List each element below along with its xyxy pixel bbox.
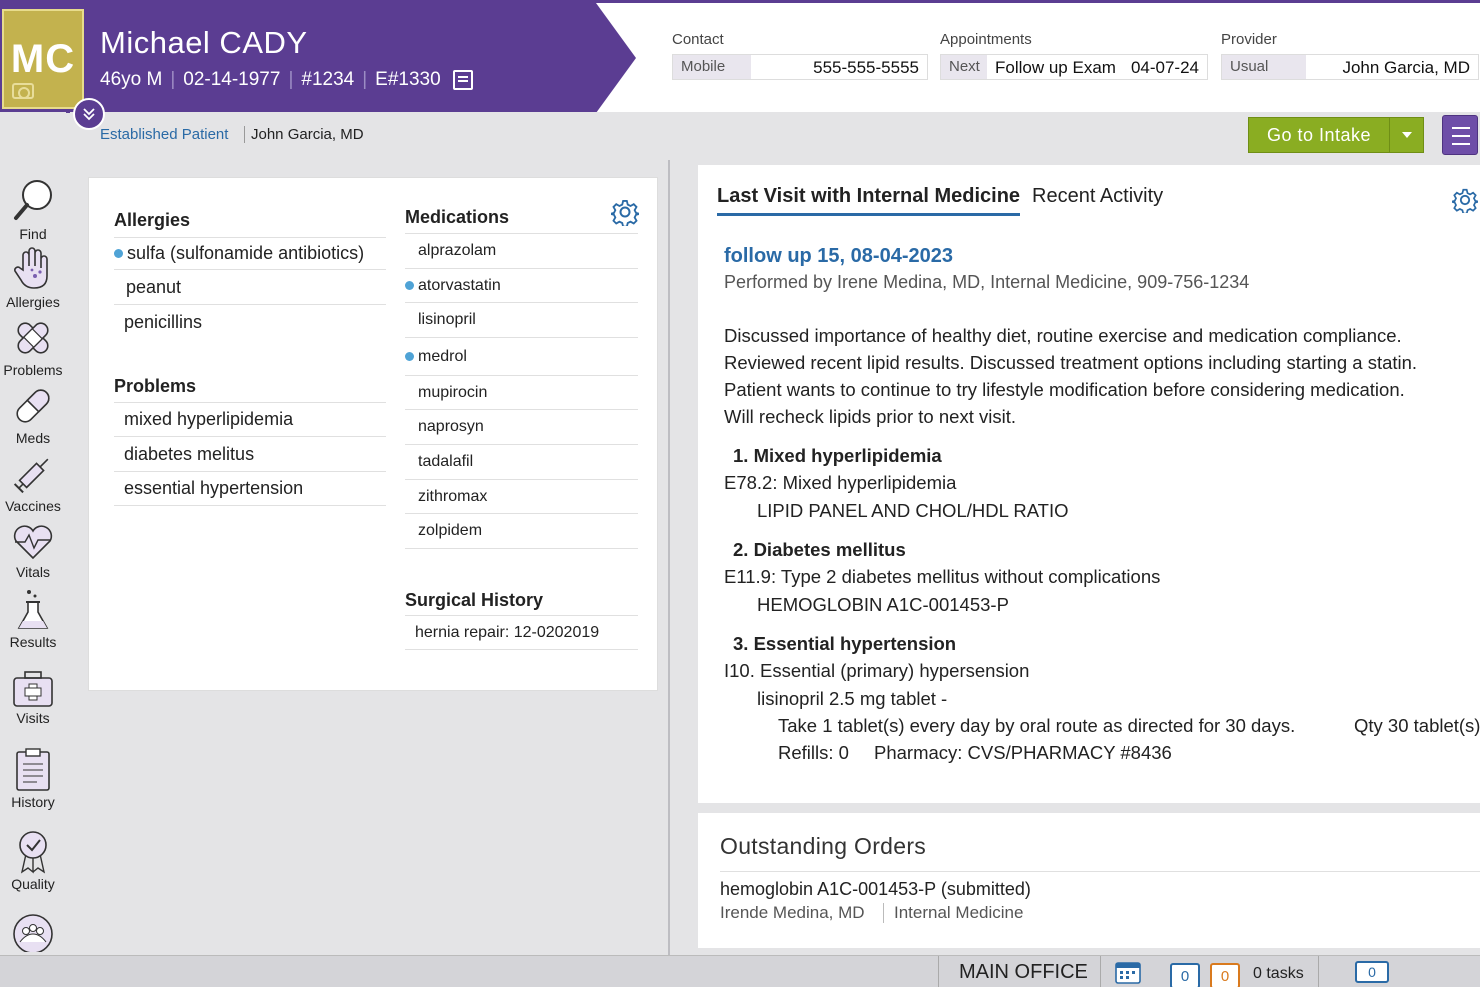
sidebar-item-history[interactable] (0, 748, 66, 810)
medication-name: alprazolam (418, 242, 497, 259)
syringe-icon (11, 452, 55, 496)
summary-card (88, 177, 658, 691)
medication-qty: Qty 30 tablet(s) (1354, 715, 1480, 736)
medication-row[interactable] (405, 375, 638, 409)
ribbon-icon (15, 830, 51, 874)
message-bubble-icon: 0 (1355, 961, 1389, 983)
count-badge-blue[interactable]: 0 (1170, 963, 1200, 987)
tasks-count[interactable]: 0 tasks (1253, 965, 1304, 982)
sidebar-item-results[interactable] (0, 588, 66, 650)
medication-row[interactable] (405, 302, 638, 337)
contact-type: Mobile (673, 55, 751, 79)
patient-encounter-id: E#1330 (375, 69, 441, 90)
sidebar-item-label: Vaccines (5, 498, 61, 514)
intake-dropdown-button[interactable] (1389, 118, 1423, 152)
divider: | (362, 69, 368, 90)
pane-divider[interactable] (668, 160, 670, 955)
hand-icon (13, 246, 53, 292)
sidebar-item-label: Quality (11, 876, 55, 892)
appointment-detail (987, 55, 1207, 79)
menu-line (1452, 135, 1470, 137)
problem-heading: 3. Essential hypertension (733, 633, 957, 654)
order-line: LIPID PANEL AND CHOL/HDL RATIO (757, 500, 1069, 521)
visit-note-line: Discussed importance of healthy diet, routine exercise and medication compliance. (724, 325, 1402, 346)
medication-name: zithromax (418, 487, 488, 505)
allergy-name: penicillins (124, 311, 203, 332)
sidebar-item-label: Vitals (16, 564, 50, 580)
appointment-date: 04-07-24 (1130, 58, 1199, 77)
tab-recent-activity[interactable]: Recent Activity (1032, 185, 1164, 207)
allergy-name: sulfa (sulfonamide antibiotics) (127, 243, 365, 263)
visit-card (698, 165, 1480, 803)
medication-name: mupirocin (418, 383, 488, 401)
banner-shape (0, 3, 640, 115)
visit-title-link[interactable]: follow up 15, 08-04-2023 (724, 245, 953, 267)
problem-row[interactable] (114, 436, 386, 471)
patient-avatar[interactable] (2, 9, 84, 109)
sidebar-item-meds[interactable] (0, 384, 66, 446)
medication-row[interactable] (405, 513, 638, 549)
patient-chart-id: #1234 (301, 69, 355, 90)
provider-field (1221, 31, 1479, 80)
problem-heading: 1. Mixed hyperlipidemia (733, 445, 942, 466)
patient-status[interactable]: Established Patient (100, 126, 229, 143)
hamburger-menu-button[interactable] (1442, 115, 1478, 155)
surgery-entry: hernia repair: 12-0202019 (415, 623, 600, 641)
sidebar-item-label: History (11, 794, 55, 810)
medication-line: lisinopril 2.5 mg tablet - (757, 688, 948, 709)
medication-pharmacy: Pharmacy: CVS/PHARMACY #8436 (874, 742, 1172, 763)
note-icon[interactable] (453, 70, 473, 90)
heart-icon (11, 524, 55, 562)
medication-name: lisinopril (418, 311, 476, 328)
sidebar-item-label: Find (19, 226, 47, 242)
problems-heading: Problems (114, 376, 197, 396)
magnifier-icon (10, 178, 56, 224)
sidebar-item-allergies[interactable] (0, 246, 66, 310)
status-bar (0, 955, 1480, 987)
allergy-row[interactable] (114, 304, 386, 339)
contact-label: Contact (672, 31, 724, 48)
go-to-intake-button[interactable] (1248, 117, 1424, 153)
patient-header (0, 0, 1480, 112)
medication-name: medrol (418, 347, 467, 365)
divider: | (288, 69, 294, 90)
calendar-icon (1115, 960, 1141, 984)
double-chevron-down-icon (82, 107, 96, 121)
sidebar-item-find[interactable] (0, 178, 66, 242)
gear-icon[interactable] (611, 198, 639, 226)
problem-heading: 2. Diabetes mellitus (733, 539, 906, 560)
appointment-type: Next (941, 55, 987, 79)
medication-row[interactable] (405, 409, 638, 444)
intake-label: Go to Intake (1266, 124, 1372, 145)
count-badge-orange[interactable]: 0 (1210, 963, 1240, 987)
provider-type: Usual (1222, 55, 1306, 79)
patient-demographics (100, 69, 473, 91)
allergy-row[interactable] (114, 269, 386, 304)
patient-age-sex: 46yo M (100, 69, 163, 90)
medication-row[interactable] (405, 337, 638, 375)
flag-dot (405, 352, 414, 361)
flag-dot (405, 281, 414, 290)
allergies-heading: Allergies (114, 210, 191, 230)
medications-heading: Medications (405, 207, 510, 227)
sidebar-item-vitals[interactable] (0, 524, 66, 580)
divider (720, 871, 1480, 872)
expand-header-button[interactable] (73, 98, 105, 130)
diagnosis-code: E78.2: Mixed hyperlipidemia (724, 472, 957, 493)
diagnosis-code: E11.9: Type 2 diabetes mellitus without complications (724, 566, 1161, 587)
sidebar-item-label: Visits (16, 710, 50, 726)
appointment-name: Follow up Exam (995, 58, 1116, 77)
allergy-row[interactable] (114, 237, 386, 269)
divider: | (170, 69, 176, 90)
medication-sig: Take 1 tablet(s) every day by oral route as directed for 30 days. (778, 715, 1296, 736)
attending-doctor: John Garcia, MD (244, 126, 364, 143)
problem-row[interactable] (114, 471, 386, 506)
problem-name: diabetes melitus (124, 443, 255, 464)
order-item[interactable]: hemoglobin A1C-001453-P (submitted) (720, 879, 1031, 899)
briefcase-icon (11, 670, 55, 708)
medication-name: naprosyn (418, 418, 484, 435)
medication-row[interactable] (405, 268, 638, 302)
contact-value: 555-555-5555 (751, 55, 927, 79)
order-department: Internal Medicine (883, 903, 1023, 923)
visit-note-line: Reviewed recent lipid results. Discussed treatment options including starting a statin. (724, 352, 1418, 373)
gear-icon[interactable] (1452, 187, 1478, 213)
contact-field (672, 31, 928, 80)
surgical-history-row[interactable] (405, 615, 638, 650)
allergy-name: peanut (126, 276, 182, 297)
order-provider: Irende Medina, MD (720, 903, 865, 922)
sidebar-nav (0, 112, 66, 957)
bandage-icon (11, 316, 55, 360)
sidebar-item-care-team[interactable] (0, 912, 66, 954)
patient-banner (0, 3, 640, 115)
appointments-box[interactable] (940, 54, 1208, 80)
subheader (70, 112, 1480, 160)
messages-button[interactable] (1318, 956, 1376, 987)
sidebar-item-problems[interactable] (0, 316, 66, 378)
visit-performed-by: Performed by Irene Medina, MD, Internal Medicine, 909-756-1234 (724, 272, 1250, 292)
group-icon (11, 912, 55, 952)
problem-name: essential hypertension (124, 478, 304, 498)
provider-value: John Garcia, MD (1306, 55, 1478, 79)
flag-dot (114, 249, 123, 258)
medication-refills: Refills: 0 (778, 742, 849, 763)
medication-name: tadalafil (418, 453, 474, 470)
patient-name: Michael CADY (100, 25, 308, 60)
visit-note-line: Patient wants to continue to try lifestyle modification before considering medication. (724, 379, 1405, 400)
flask-icon (13, 588, 53, 632)
visit-note-line: Will recheck lipids prior to next visit. (724, 406, 1016, 427)
provider-label: Provider (1221, 31, 1277, 48)
outstanding-orders-card (698, 813, 1480, 948)
office-selector[interactable]: MAIN OFFICE (938, 956, 1088, 987)
camera-icon[interactable] (12, 83, 34, 99)
sidebar-item-label: Problems (3, 362, 63, 378)
sidebar-item-label: Results (9, 634, 57, 650)
problem-name: mixed hyperlipidemia (124, 409, 294, 429)
clipboard-icon (13, 748, 53, 792)
appointments-label: Appointments (940, 31, 1032, 48)
contact-box[interactable] (672, 54, 928, 80)
medication-row[interactable] (405, 479, 638, 513)
appointments-field (940, 31, 1208, 80)
sidebar-item-vaccines[interactable] (0, 452, 66, 514)
sidebar-item-label: Allergies (6, 294, 60, 310)
medication-name: zolpidem (418, 522, 483, 539)
medication-row[interactable] (405, 233, 638, 268)
menu-line (1452, 127, 1470, 129)
medication-name: atorvastatin (418, 276, 501, 294)
patient-dob: 02-14-1977 (183, 69, 281, 90)
tab-last-visit[interactable]: Last Visit with Internal Medicine (717, 185, 1020, 216)
menu-line (1452, 143, 1470, 145)
medication-row[interactable] (405, 444, 638, 479)
diagnosis-code: I10. Essential (primary) hypersension (724, 660, 1030, 681)
sidebar-item-quality[interactable] (0, 830, 66, 892)
sidebar-item-label: Meds (15, 430, 51, 446)
surgical-history-heading: Surgical History (405, 590, 544, 610)
provider-box[interactable] (1221, 54, 1479, 80)
calendar-button[interactable] (1100, 956, 1141, 987)
problem-row[interactable] (114, 402, 386, 436)
order-line: HEMOGLOBIN A1C-001453-P (757, 594, 1009, 615)
sidebar-item-visits[interactable] (0, 670, 66, 726)
pill-icon (11, 384, 55, 428)
outstanding-orders-heading: Outstanding Orders (720, 833, 927, 859)
avatar-initials: MC (10, 37, 76, 81)
caret-down-icon (1402, 132, 1412, 138)
